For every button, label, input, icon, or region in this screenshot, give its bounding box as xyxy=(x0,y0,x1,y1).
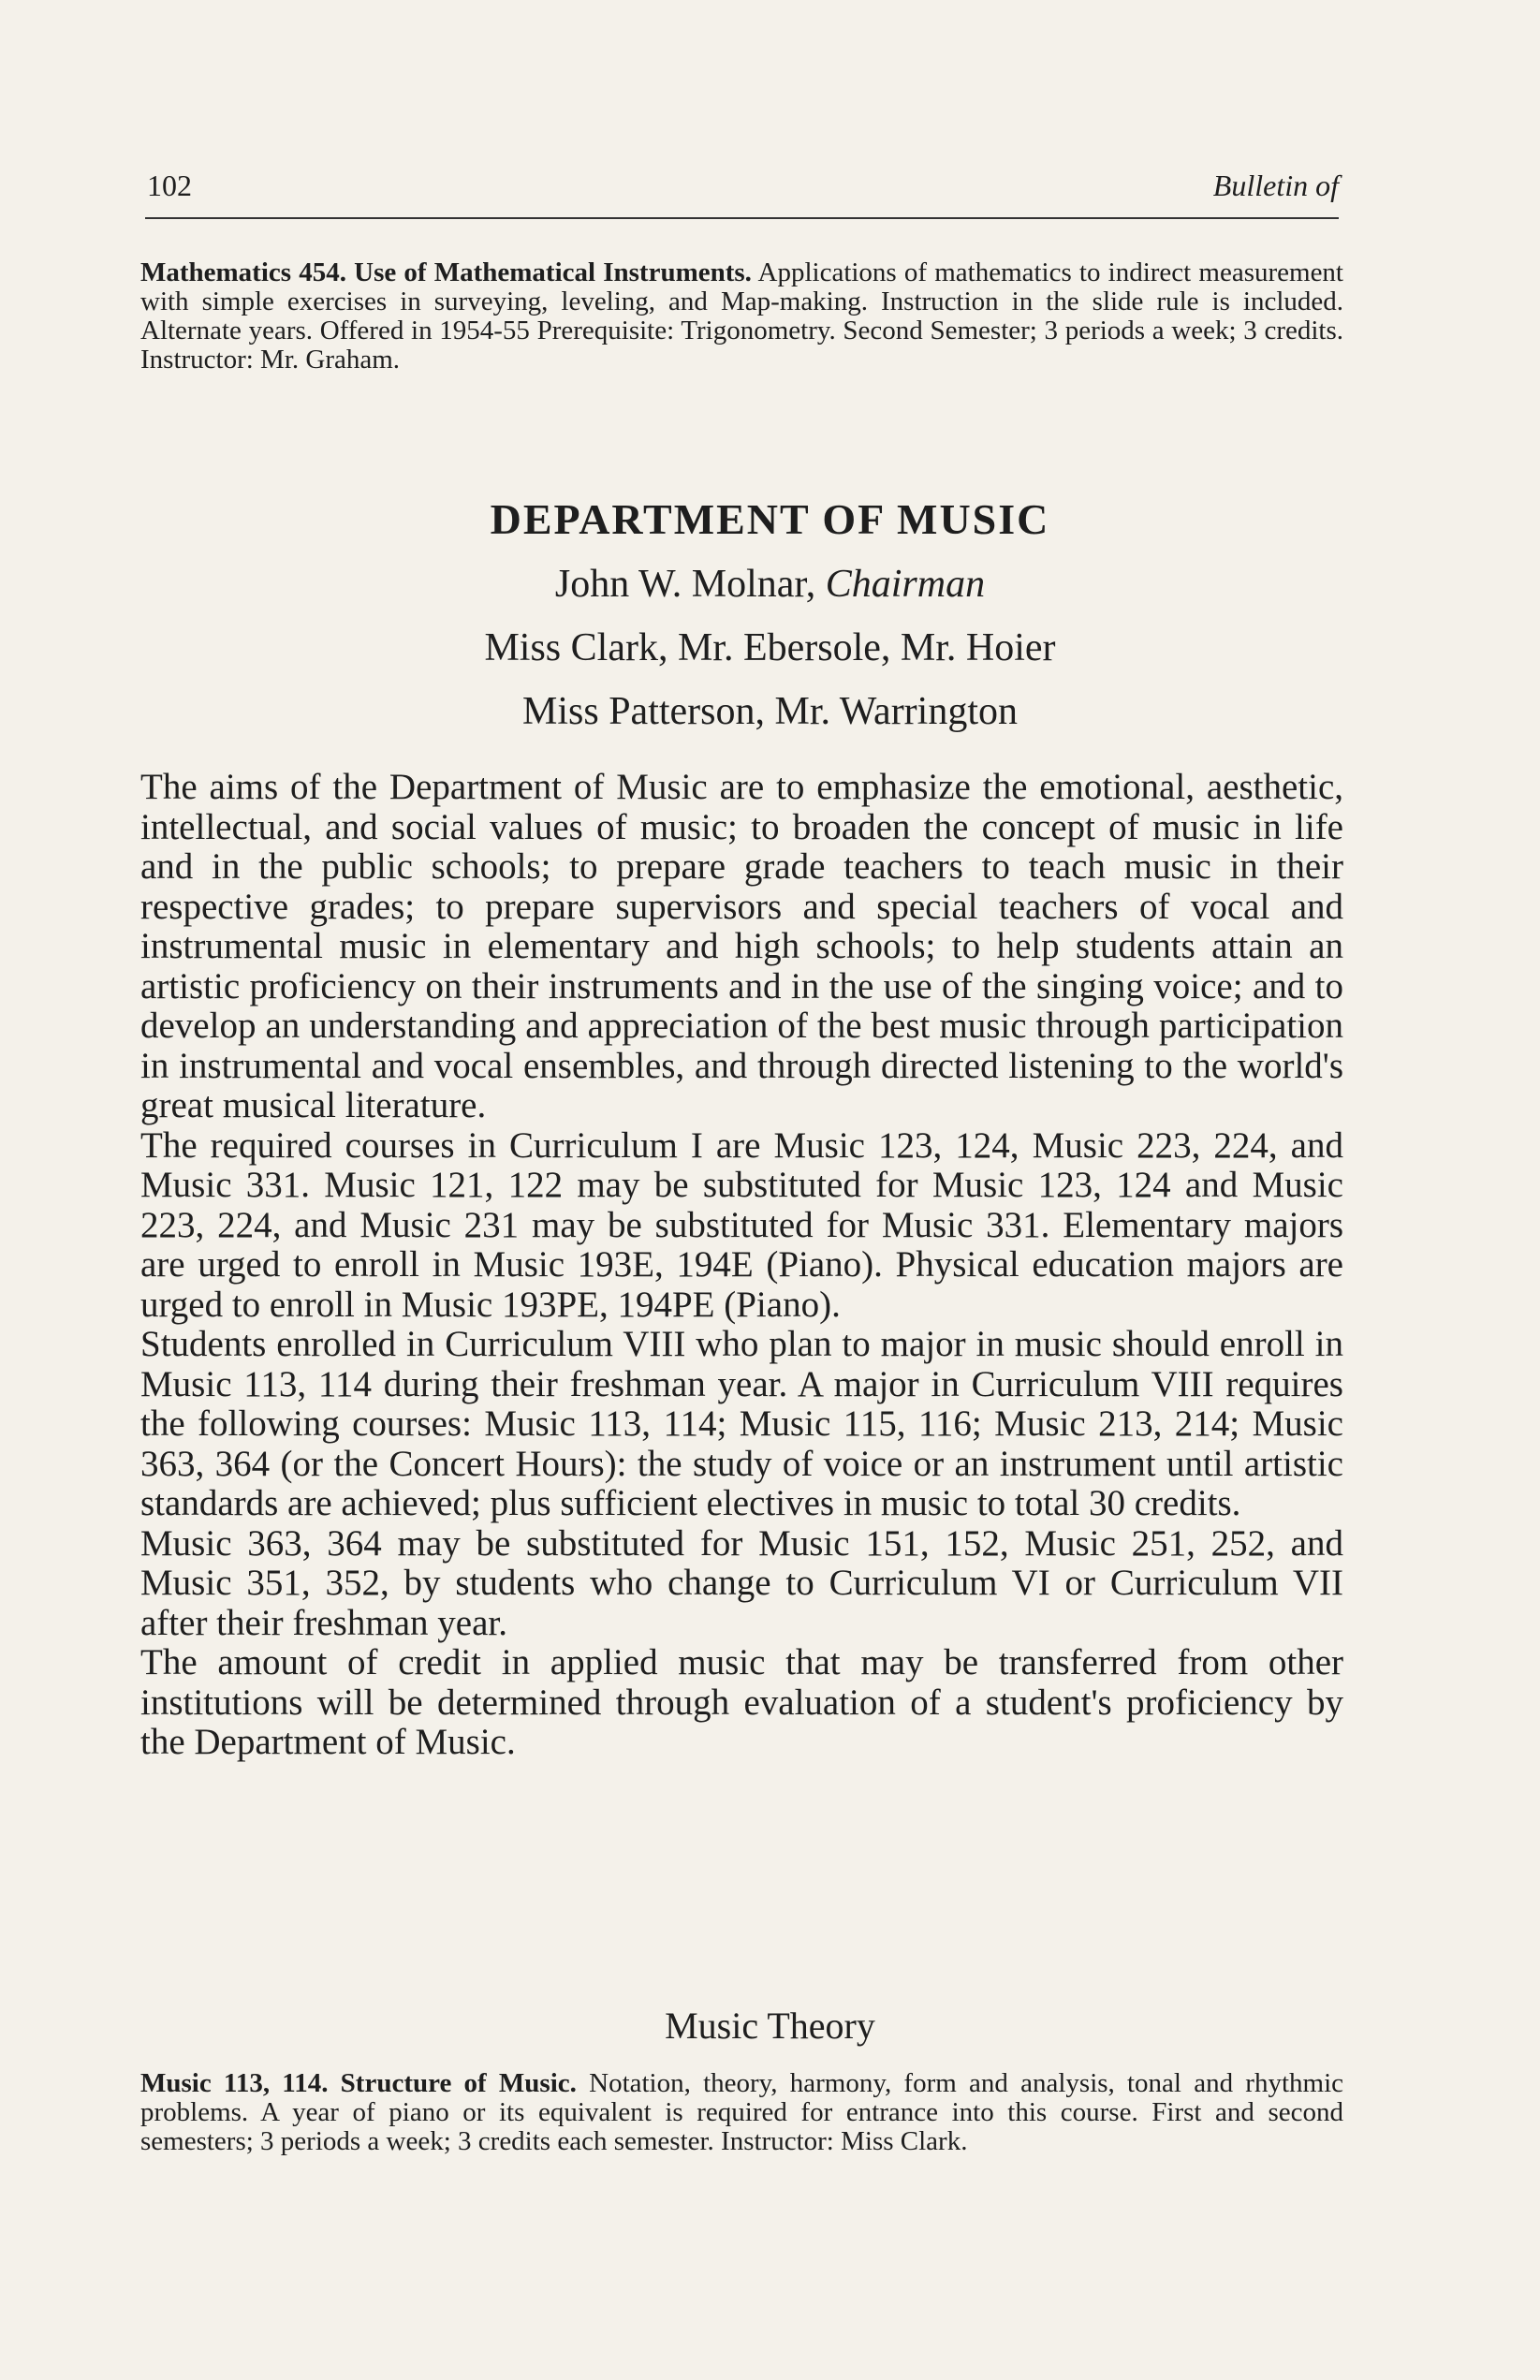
paragraph-transfer-credit: The amount of credit in applied music that may be transferred from other institutions will be determined through evaluation of a student's proficiency by the Department of Music. xyxy=(140,1642,1343,1762)
page-number: 102 xyxy=(147,169,192,202)
staff-line-1: Miss Clark, Mr. Ebersole, Mr. Hoier xyxy=(484,626,1056,669)
running-title: Bulletin of xyxy=(1212,169,1339,202)
course-description: Notation, theory, harmony, form and analysis, tonal and rhythmic problems. A year of piano or its equivalent is required for entrance into this course. First and second semesters; 3 periods a week; 3 credits each semester. Instructor: Miss Clark. xyxy=(140,2068,1343,2156)
header-rule xyxy=(145,217,1339,219)
chair-role: Chairman xyxy=(825,563,986,606)
section-title-music-theory: Music Theory xyxy=(665,2005,875,2047)
course-label: Music 113, 114. Structure of Music. xyxy=(140,2068,577,2098)
paragraph-aims: The aims of the Department of Music are to emphasize the emotional, aesthetic, intellectual, and social values of music; to broaden the concept of music in life and in the public schools; to prepare grade teachers to teach music in their respective grades; to prepare supervisors and special teachers of vocal and instrumental music in elementary and high schools; to help students attain an artistic proficiency on their instruments and in the use of the singing voice; and to develop an understanding and appreciation of the best music through participation in instrumental and vocal ensembles, and through directed listening to the world's great musical literature. xyxy=(140,767,1343,1125)
course-entry-math-454 xyxy=(140,258,1343,375)
paragraph-curriculum-i: The required courses in Curriculum I are Music 123, 124, Music 223, 224, and Music 331. Music 121, 122 may be substituted for Music 123, 124 and Music 223, 224, and Music 231 may be substituted for Music 331. Elementary majors are urged to enroll in Music 193E, 194E (Piano). Physical education majors are urged to enroll in Music 193PE, 194PE (Piano). xyxy=(140,1124,1343,1325)
department-title: DEPARTMENT OF MUSIC xyxy=(490,495,1050,543)
course-description: Applications of mathematics to indirect measurement with simple exercises in surveying, leveling, and Map-making. Instruction in the slide rule is included. Alternate years. Offered in 1954-55 Prerequisite: Trigonometry. Second Semester; 3 periods a week; 3 credits. Instructor: Mr. Graham. xyxy=(140,257,1343,375)
department-description xyxy=(140,768,1343,1763)
paragraph-substitution: Music 363, 364 may be substituted for Music 151, 152, Music 251, 252, and Music 351, 352, by students who change to Curriculum VI or Curriculum VII after their freshman year. xyxy=(140,1522,1343,1643)
paragraph-curriculum-viii: Students enrolled in Curriculum VIII who plan to major in music should enroll in Music 113, 114 during their freshman year. A major in Curriculum VIII requires the following courses: Music 113, 114; Music 115, 116; Music 213, 214; Music 363, 364 (or the Concert Hours): the study of voice or an instrument until artistic standards are achieved; plus sufficient electives in music to total 30 credits. xyxy=(140,1324,1343,1523)
page-header xyxy=(145,169,1339,210)
course-label: Mathematics 454. Use of Mathematical Instruments. xyxy=(140,257,752,287)
course-entry-music-113 xyxy=(140,2069,1343,2156)
department-chair xyxy=(0,562,1540,607)
staff-line-2: Miss Patterson, Mr. Warrington xyxy=(522,690,1018,733)
chair-name: John W. Molnar, xyxy=(554,563,816,606)
